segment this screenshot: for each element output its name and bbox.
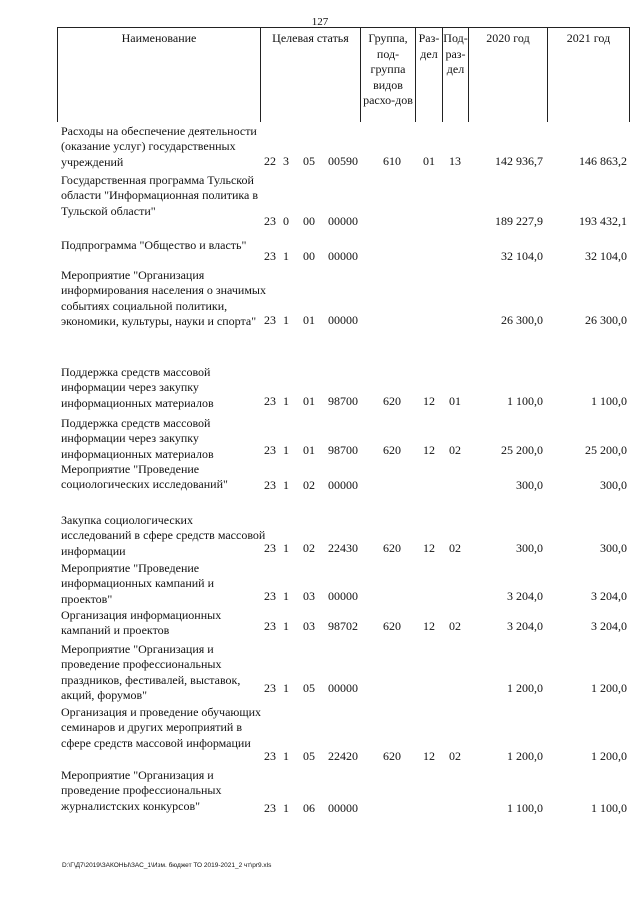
row-name: Государственная программа Тульской области "Информационная политика в Тульской области" bbox=[61, 173, 259, 218]
cell-pr: 02 bbox=[449, 443, 461, 457]
table-row bbox=[57, 268, 628, 348]
row-name: Мероприятие "Организация информирования населения о значимых событиях социальной политики, экономики, культуры, науки и спорта" bbox=[61, 268, 266, 328]
cell-c1: 23 bbox=[264, 394, 276, 408]
cell-y2020: 1 100,0 bbox=[507, 801, 543, 815]
row-name: Мероприятие "Организация и проведение профессиональных праздников, фестивалей, выставок, акций, форумов" bbox=[61, 642, 241, 702]
table-row bbox=[57, 173, 628, 231]
cell-y2021: 26 300,0 bbox=[585, 313, 627, 327]
row-name: Мероприятие "Проведение социологических исследований" bbox=[61, 462, 228, 492]
cell-pr: 01 bbox=[449, 394, 461, 408]
cell-y2021: 3 204,0 bbox=[591, 619, 627, 633]
header-2021: 2021 год bbox=[566, 31, 611, 45]
cell-c1: 23 bbox=[264, 313, 276, 327]
cell-c2: 1 bbox=[283, 589, 289, 603]
cell-c4: 00000 bbox=[328, 249, 358, 263]
header-name: Наименование bbox=[58, 28, 261, 122]
file-path-footer: D:\Г\Д7\2019\ЗАКОНЫ\ЗАС_1\Изм. бюджет ТО 2019-2021_2 чт\pr9.xls bbox=[62, 862, 272, 869]
cell-c1: 23 bbox=[264, 619, 276, 633]
cell-c1: 23 bbox=[264, 589, 276, 603]
cell-c3: 05 bbox=[303, 681, 315, 695]
cell-c3: 00 bbox=[303, 249, 315, 263]
cell-c3: 01 bbox=[303, 443, 315, 457]
row-name: Подпрограмма "Общество и власть" bbox=[61, 238, 247, 252]
cell-y2020: 3 204,0 bbox=[507, 589, 543, 603]
cell-y2021: 1 200,0 bbox=[591, 681, 627, 695]
cell-c4: 00000 bbox=[328, 478, 358, 492]
cell-y2021: 300,0 bbox=[600, 541, 627, 555]
cell-pr: 02 bbox=[449, 541, 461, 555]
cell-y2020: 1 100,0 bbox=[507, 394, 543, 408]
row-name: Поддержка средств массовой информации через закупку информационных материалов bbox=[61, 416, 214, 461]
header-2020: 2020 год bbox=[469, 28, 548, 122]
cell-group: 620 bbox=[383, 749, 401, 763]
row-name: Закупка социологических исследований в сфере средств массовой информации bbox=[61, 513, 266, 558]
cell-c2: 1 bbox=[283, 619, 289, 633]
cell-group: 620 bbox=[383, 443, 401, 457]
cell-c2: 0 bbox=[283, 214, 289, 228]
cell-group: 620 bbox=[383, 394, 401, 408]
cell-c4: 22430 bbox=[328, 541, 358, 555]
cell-y2021: 3 204,0 bbox=[591, 589, 627, 603]
cell-c1: 23 bbox=[264, 214, 276, 228]
cell-y2020: 300,0 bbox=[516, 541, 543, 555]
cell-c3: 00 bbox=[303, 214, 315, 228]
cell-rz: 12 bbox=[423, 541, 435, 555]
cell-c2: 1 bbox=[283, 313, 289, 327]
table-row bbox=[57, 124, 628, 171]
cell-rz: 01 bbox=[423, 154, 435, 168]
table-row bbox=[57, 462, 628, 495]
table-row bbox=[57, 705, 628, 766]
cell-c3: 05 bbox=[303, 749, 315, 763]
table-row bbox=[57, 513, 628, 558]
cell-c3: 02 bbox=[303, 478, 315, 492]
cell-c4: 00590 bbox=[328, 154, 358, 168]
cell-c2: 3 bbox=[283, 154, 289, 168]
cell-rz: 12 bbox=[423, 394, 435, 408]
row-name: Мероприятие "Организация и проведение профессиональных журналистских конкурсов" bbox=[61, 768, 222, 813]
header-target: Целевая статья bbox=[261, 28, 361, 122]
cell-c1: 23 bbox=[264, 541, 276, 555]
cell-c3: 06 bbox=[303, 801, 315, 815]
header-podrazdel: Под-раз-дел bbox=[443, 28, 469, 122]
row-name: Организация информационных кампаний и проектов bbox=[61, 608, 222, 638]
cell-c1: 23 bbox=[264, 443, 276, 457]
cell-c2: 1 bbox=[283, 681, 289, 695]
cell-pr: 13 bbox=[449, 154, 461, 168]
cell-c2: 1 bbox=[283, 394, 289, 408]
cell-y2021: 32 104,0 bbox=[585, 249, 627, 263]
table-row bbox=[57, 416, 628, 460]
cell-pr: 02 bbox=[449, 749, 461, 763]
cell-c2: 1 bbox=[283, 443, 289, 457]
cell-c4: 00000 bbox=[328, 313, 358, 327]
cell-c2: 1 bbox=[283, 801, 289, 815]
header-razdel: Раз-дел bbox=[416, 28, 443, 122]
cell-c4: 98700 bbox=[328, 443, 358, 457]
cell-c4: 98702 bbox=[328, 619, 358, 633]
cell-group: 610 bbox=[383, 154, 401, 168]
cell-c3: 01 bbox=[303, 313, 315, 327]
table-row bbox=[57, 608, 628, 636]
cell-c2: 1 bbox=[283, 478, 289, 492]
cell-c3: 05 bbox=[303, 154, 315, 168]
table-row bbox=[57, 768, 628, 818]
table-row bbox=[57, 365, 628, 411]
cell-y2021: 193 432,1 bbox=[579, 214, 627, 228]
cell-y2021: 300,0 bbox=[600, 478, 627, 492]
cell-y2020: 300,0 bbox=[516, 478, 543, 492]
cell-y2020: 26 300,0 bbox=[501, 313, 543, 327]
row-name: Организация и проведение обучающих семинаров и других мероприятий в сфере средств массовой информации bbox=[61, 705, 262, 750]
cell-c4: 00000 bbox=[328, 801, 358, 815]
cell-y2021: 1 100,0 bbox=[591, 801, 627, 815]
cell-y2020: 1 200,0 bbox=[507, 681, 543, 695]
cell-c3: 02 bbox=[303, 541, 315, 555]
cell-c1: 23 bbox=[264, 749, 276, 763]
cell-y2021: 146 863,2 bbox=[579, 154, 627, 168]
cell-c1: 23 bbox=[264, 681, 276, 695]
cell-rz: 12 bbox=[423, 443, 435, 457]
cell-c4: 98700 bbox=[328, 394, 358, 408]
table-header bbox=[57, 27, 630, 122]
cell-group: 620 bbox=[383, 619, 401, 633]
cell-c4: 22420 bbox=[328, 749, 358, 763]
table-row bbox=[57, 642, 628, 702]
row-name: Расходы на обеспечение деятельности (оказание услуг) государственных учреждений bbox=[61, 124, 257, 169]
cell-c1: 23 bbox=[264, 801, 276, 815]
table-row bbox=[57, 561, 628, 606]
cell-pr: 02 bbox=[449, 619, 461, 633]
cell-c3: 03 bbox=[303, 619, 315, 633]
cell-y2020: 189 227,9 bbox=[495, 214, 543, 228]
cell-group: 620 bbox=[383, 541, 401, 555]
cell-rz: 12 bbox=[423, 749, 435, 763]
cell-c1: 22 bbox=[264, 154, 276, 168]
header-group: Группа, под-группа видов расхо-дов bbox=[361, 28, 416, 122]
cell-c1: 23 bbox=[264, 478, 276, 492]
cell-y2021: 1 100,0 bbox=[591, 394, 627, 408]
cell-c4: 00000 bbox=[328, 589, 358, 603]
cell-c1: 23 bbox=[264, 249, 276, 263]
cell-c3: 01 bbox=[303, 394, 315, 408]
cell-c2: 1 bbox=[283, 749, 289, 763]
page-number: 127 bbox=[311, 16, 329, 28]
cell-c2: 1 bbox=[283, 541, 289, 555]
cell-c4: 00000 bbox=[328, 681, 358, 695]
cell-y2021: 25 200,0 bbox=[585, 443, 627, 457]
cell-y2020: 1 200,0 bbox=[507, 749, 543, 763]
cell-c3: 03 bbox=[303, 589, 315, 603]
cell-c2: 1 bbox=[283, 249, 289, 263]
cell-y2020: 142 936,7 bbox=[495, 154, 543, 168]
row-name: Поддержка средств массовой информации через закупку информационных материалов bbox=[61, 365, 214, 410]
table-row bbox=[57, 238, 628, 266]
cell-c4: 00000 bbox=[328, 214, 358, 228]
cell-rz: 12 bbox=[423, 619, 435, 633]
cell-y2021: 1 200,0 bbox=[591, 749, 627, 763]
cell-y2020: 3 204,0 bbox=[507, 619, 543, 633]
row-name: Мероприятие "Проведение информационных кампаний и проектов" bbox=[61, 561, 215, 606]
cell-y2020: 32 104,0 bbox=[501, 249, 543, 263]
cell-y2020: 25 200,0 bbox=[501, 443, 543, 457]
